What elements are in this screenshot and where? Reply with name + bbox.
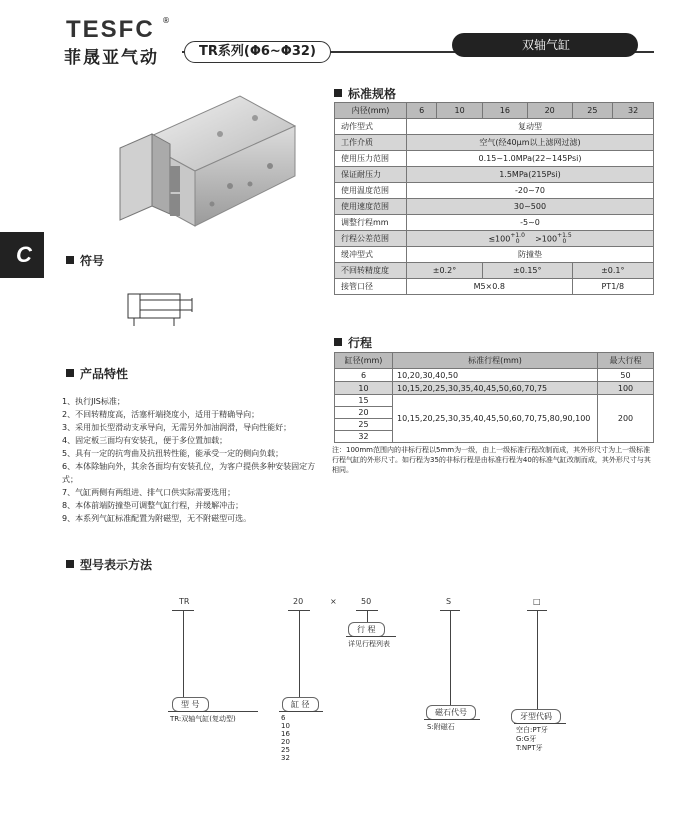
feature-item: 9、本系列气缸标准配置为附磁型，无不附磁型可选。 — [62, 514, 252, 523]
feature-item: 2、不回转精度高，活塞杆端挠度小，适用于精确导向； — [62, 410, 260, 419]
spec-row-label: 使用速度范围 — [335, 199, 407, 215]
accuracy-value: ±0.15° — [482, 263, 572, 279]
tolerance-large-lower: 0 — [562, 237, 567, 245]
accuracy-value: ±0.1° — [572, 263, 653, 279]
spec-row-label: 使用压力范围 — [335, 151, 407, 167]
feature-item: 7、气缸两侧有两组进、排气口供实际需要选用； — [62, 488, 236, 497]
bore-header: 25 — [572, 103, 613, 119]
tag-type: 型 号 — [172, 697, 209, 712]
leader-line — [299, 610, 300, 698]
thread-option-list — [516, 726, 548, 753]
accuracy-value: ±0.2° — [407, 263, 483, 279]
bore-header: 16 — [482, 103, 527, 119]
tag-stroke: 行 程 — [348, 622, 385, 637]
spec-row-value: 0.15~1.0MPa(22~145Psi) — [407, 151, 654, 167]
stroke-header: 标准行程(mm) — [393, 353, 598, 369]
thread-option: T:NPT牙 — [516, 744, 543, 752]
stroke-header: 最大行程 — [598, 353, 654, 369]
spec-row-label: 行程公差范围 — [335, 231, 407, 247]
spec-row-label: 工作介质 — [335, 135, 407, 151]
stroke-bore: 10 — [335, 382, 393, 395]
code-thread: □ — [533, 597, 541, 606]
spec-row-label: 动作型式 — [335, 119, 407, 135]
feature-item: 5、具有一定的抗弯曲及抗扭转性能，能承受一定的侧向负载； — [62, 449, 284, 458]
bore-header: 10 — [437, 103, 483, 119]
port-value: M5×0.8 — [407, 279, 573, 295]
spec-header-label: 内径(mm) — [335, 103, 407, 119]
spec-row-value: 1.5MPa(215Psi) — [407, 167, 654, 183]
brand-logo-chinese: 菲晟亚气动 — [64, 48, 159, 68]
tolerance-large-upper: +1.5 — [557, 231, 572, 239]
feature-item: 3、采用加长型滑动支承导向，无需另外加油润滑，导向性能好； — [62, 423, 292, 432]
stroke-tolerance-value — [407, 231, 654, 247]
tolerance-large: >100 — [535, 234, 558, 243]
stroke-header: 缸径(mm) — [335, 353, 393, 369]
leader-line — [367, 610, 368, 622]
stroke-values: 10,15,20,25,30,35,40,45,50,60,70,75 — [393, 382, 598, 395]
stroke-max: 200 — [598, 395, 654, 443]
bore-value: 6 — [281, 714, 286, 722]
code-type: TR — [179, 597, 190, 606]
tag-underline — [514, 723, 566, 724]
leader-line — [537, 610, 538, 710]
tag-underline — [346, 636, 396, 637]
bore-header: 6 — [407, 103, 437, 119]
bore-value: 10 — [281, 722, 290, 730]
tag-magnet: 磁石代号 — [426, 705, 476, 720]
spec-row-value: 30~500 — [407, 199, 654, 215]
tag-stroke-desc: 详见行程列表 — [348, 640, 390, 648]
tag-bore: 缸 径 — [282, 697, 319, 712]
tolerance-small: ≤100 — [488, 234, 511, 243]
feature-item: 4、固定板三面均有安装孔，便于多位置加载； — [62, 436, 228, 445]
spec-row-label: 接管口径 — [335, 279, 407, 295]
stroke-values: 10,15,20,25,30,35,40,45,50,60,70,75,80,90,100 — [393, 395, 598, 443]
tag-underline — [168, 711, 258, 712]
stroke-bore: 15 — [335, 395, 393, 407]
feature-item: 8、本体前端防撞垫可调整气缸行程，并缓解冲击； — [62, 501, 244, 510]
section-title-stroke: 行程 — [334, 334, 372, 351]
spec-row-value: 空气(经40μm以上滤网过滤) — [407, 135, 654, 151]
code-bore: 20 — [293, 597, 304, 606]
section-title-spec: 标准规格 — [334, 85, 396, 102]
section-title-model: 型号表示方法 — [66, 556, 152, 573]
stroke-bore: 32 — [335, 431, 393, 443]
leader-line — [183, 610, 184, 698]
spec-row-value: -5~0 — [407, 215, 654, 231]
port-value: PT1/8 — [572, 279, 653, 295]
stroke-bore: 25 — [335, 419, 393, 431]
tag-type-desc: TR:双轴气缸(复动型) — [170, 715, 236, 723]
spec-row-label: 缓冲型式 — [335, 247, 407, 263]
stroke-note: 注：100mm范围内的非标行程以5mm为一级，由上一级标准行程改制而成，其外形尺寸为上一级标准行程气缸的外形尺寸。如行程为35的非标行程是由标准行程为40的标准气缸改制而成，其外形尺寸与其相同。 — [332, 446, 651, 474]
bore-value: 25 — [281, 746, 290, 754]
spec-row-label: 调整行程mm — [335, 215, 407, 231]
bore-value: 32 — [281, 754, 290, 762]
pneumatic-symbol — [120, 290, 200, 328]
spec-row-label: 使用温度范围 — [335, 183, 407, 199]
series-label: TR系列(Φ6~Φ32) — [184, 41, 331, 63]
section-title-symbol: 符号 — [66, 252, 104, 269]
spec-table — [334, 102, 654, 295]
code-times: × — [330, 597, 337, 606]
spec-row-value: 防撞垫 — [407, 247, 654, 263]
section-tab-c: C — [0, 232, 44, 278]
tag-magnet-desc: S:附磁石 — [427, 723, 455, 731]
stroke-bore: 20 — [335, 407, 393, 419]
thread-option: G:G牙 — [516, 735, 537, 743]
stroke-values: 10,20,30,40,50 — [393, 369, 598, 382]
thread-option: 空白:PT牙 — [516, 726, 548, 734]
brand-logo-text: TESFC — [66, 16, 155, 43]
bore-header: 32 — [613, 103, 654, 119]
leader-line — [450, 610, 451, 706]
stroke-max: 50 — [598, 369, 654, 382]
tolerance-small-lower: 0 — [515, 237, 520, 245]
product-title: 双轴气缸 — [452, 33, 638, 57]
bore-value: 20 — [281, 738, 290, 746]
bore-header: 20 — [527, 103, 572, 119]
stroke-table — [334, 352, 654, 443]
registered-mark: ® — [162, 16, 170, 25]
bore-value-list — [281, 714, 290, 762]
code-stroke: 50 — [361, 597, 372, 606]
feature-list — [62, 395, 324, 525]
code-magnet: S — [446, 597, 452, 606]
feature-item: 6、本体除轴向外，其余各面均有安装孔位，为客户提供多种安装固定方式； — [62, 462, 316, 484]
tag-underline — [279, 711, 323, 712]
tag-thread: 牙型代码 — [511, 709, 561, 724]
tag-underline — [424, 719, 480, 720]
spec-row-value: -20~70 — [407, 183, 654, 199]
section-title-features: 产品特性 — [66, 365, 128, 382]
feature-item: 1、执行JIS标准； — [62, 397, 125, 406]
spec-row-value: 复动型 — [407, 119, 654, 135]
spec-row-label: 不回转精度度 — [335, 263, 407, 279]
stroke-bore: 6 — [335, 369, 393, 382]
spec-row-label: 保证耐压力 — [335, 167, 407, 183]
bore-value: 16 — [281, 730, 290, 738]
tolerance-small-upper: +1.0 — [510, 231, 525, 239]
product-photo — [100, 86, 310, 246]
stroke-max: 100 — [598, 382, 654, 395]
